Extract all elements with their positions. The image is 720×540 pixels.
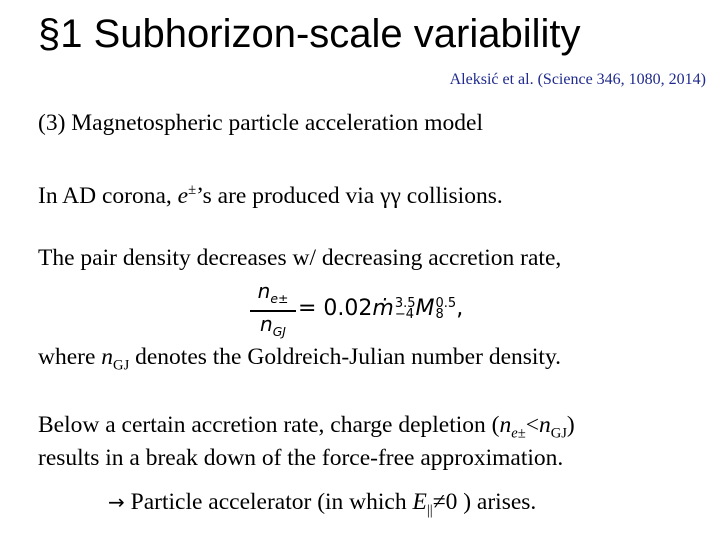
accelerator-line: → Particle accelerator (in which $E_{||}\ne 0$ ) arises. [108,489,537,519]
corona-line [38,175,503,211]
formula-rhs: = 0.02ṁ 3.5 −4 M 0.5 8 , [298,296,464,322]
electron-symbol: e [177,182,189,209]
fraction-numerator: $n_{e\pm}$ [257,279,289,306]
section-heading: (3) Magnetospheric particle acceleration model [38,110,483,136]
right-arrow-icon: → [108,490,125,514]
pair-density-line: The pair density decreases w/ decreasing accretion rate, [38,245,562,271]
charge-depletion-line: Below a certain accretion rate, charge depletion $(n_{e\pm}<n_{GJ})$ [38,412,575,442]
corona-text-a: In AD corona, [38,182,178,209]
citation: Aleksić et al. (Science 346, 1080, 2014) [449,71,706,88]
corona-text-b: ’s are produced via γγ collisions. [196,182,503,209]
force-free-line: results in a break down of the force-free approximation. [38,445,564,471]
where-line: where $n_{GJ}$ denotes the Goldreich-Julian number density. [38,344,562,374]
fraction-denominator: $n_{GJ}$ [260,311,286,339]
density-fraction [250,280,296,344]
ngj-symbol: n [101,344,114,370]
slide-title: §1 Subhorizon-scale variability [38,12,581,56]
electron-pm: ± [188,182,197,198]
